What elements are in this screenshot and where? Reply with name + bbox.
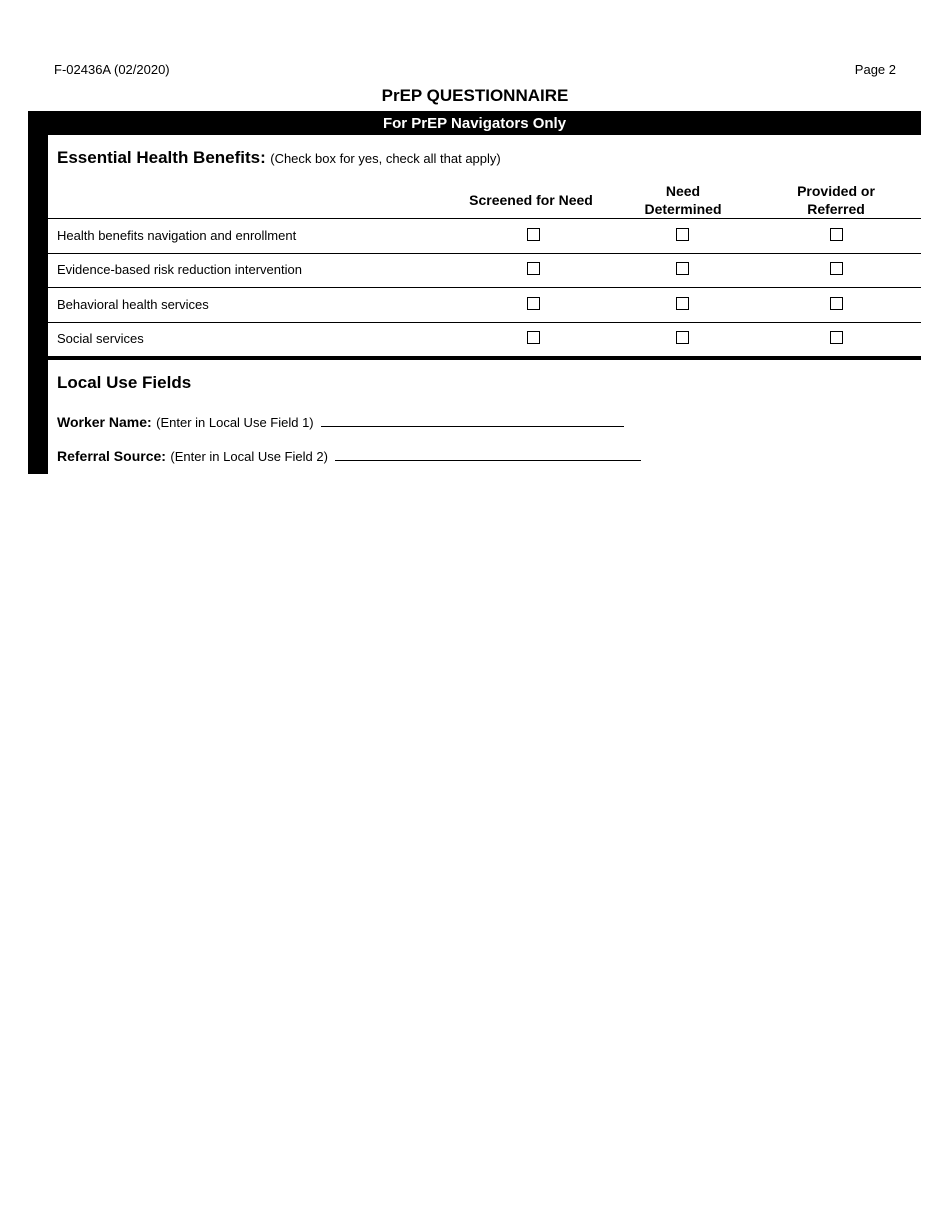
column-header-provided-line1: Provided or — [797, 183, 875, 199]
table-row — [48, 288, 921, 323]
table-row — [48, 322, 921, 360]
row-label-social-services: Social services — [57, 331, 144, 346]
checkbox-need-behavioral-health[interactable] — [676, 297, 689, 310]
checkbox-need-risk-reduction[interactable] — [676, 262, 689, 275]
local-use-fields-heading: Local Use Fields — [57, 373, 192, 392]
column-header-need-determined — [622, 182, 744, 218]
section-title: Essential Health Benefits: — [57, 148, 266, 167]
row-label-behavioral-health: Behavioral health services — [57, 297, 209, 312]
checkbox-screened-behavioral-health[interactable] — [527, 297, 540, 310]
worker-name-instruction: (Enter in Local Use Field 1) — [156, 415, 314, 430]
worker-name-label: Worker Name: — [57, 414, 152, 430]
checkbox-provided-risk-reduction[interactable] — [830, 262, 843, 275]
checkbox-provided-social-services[interactable] — [830, 331, 843, 344]
page-number: Page 2 — [854, 62, 896, 77]
checkbox-screened-health-benefits[interactable] — [527, 228, 540, 241]
form-title: PrEP QUESTIONNAIRE — [381, 86, 569, 105]
checkbox-provided-health-benefits[interactable] — [830, 228, 843, 241]
referral-source-field-row — [57, 448, 641, 466]
referral-source-instruction: (Enter in Local Use Field 2) — [170, 449, 328, 464]
essential-health-benefits-heading — [57, 148, 501, 168]
row-label-risk-reduction: Evidence-based risk reduction intervention — [57, 262, 302, 277]
column-header-need-line2: Determined — [644, 201, 722, 217]
column-header-provided-line2: Referred — [807, 201, 865, 217]
left-section-bar — [28, 111, 48, 474]
navigators-banner: For PrEP Navigators Only — [28, 111, 921, 135]
checkbox-need-social-services[interactable] — [676, 331, 689, 344]
column-header-screened: Screened for Need — [469, 192, 593, 208]
section-instruction: (Check box for yes, check all that apply) — [270, 151, 501, 166]
checkbox-screened-risk-reduction[interactable] — [527, 262, 540, 275]
referral-source-input[interactable] — [335, 448, 641, 461]
form-number: F-02436A (02/2020) — [54, 62, 170, 77]
checkbox-provided-behavioral-health[interactable] — [830, 297, 843, 310]
checkbox-screened-social-services[interactable] — [527, 331, 540, 344]
column-header-need-line1: Need — [665, 183, 701, 199]
row-label-health-benefits: Health benefits navigation and enrollment — [57, 228, 297, 243]
table-row — [48, 253, 921, 288]
worker-name-field-row — [57, 414, 624, 432]
referral-source-label: Referral Source: — [57, 448, 166, 464]
table-row — [48, 219, 921, 254]
column-header-provided-referred — [770, 182, 902, 218]
checkbox-need-health-benefits[interactable] — [676, 228, 689, 241]
worker-name-input[interactable] — [321, 414, 624, 427]
